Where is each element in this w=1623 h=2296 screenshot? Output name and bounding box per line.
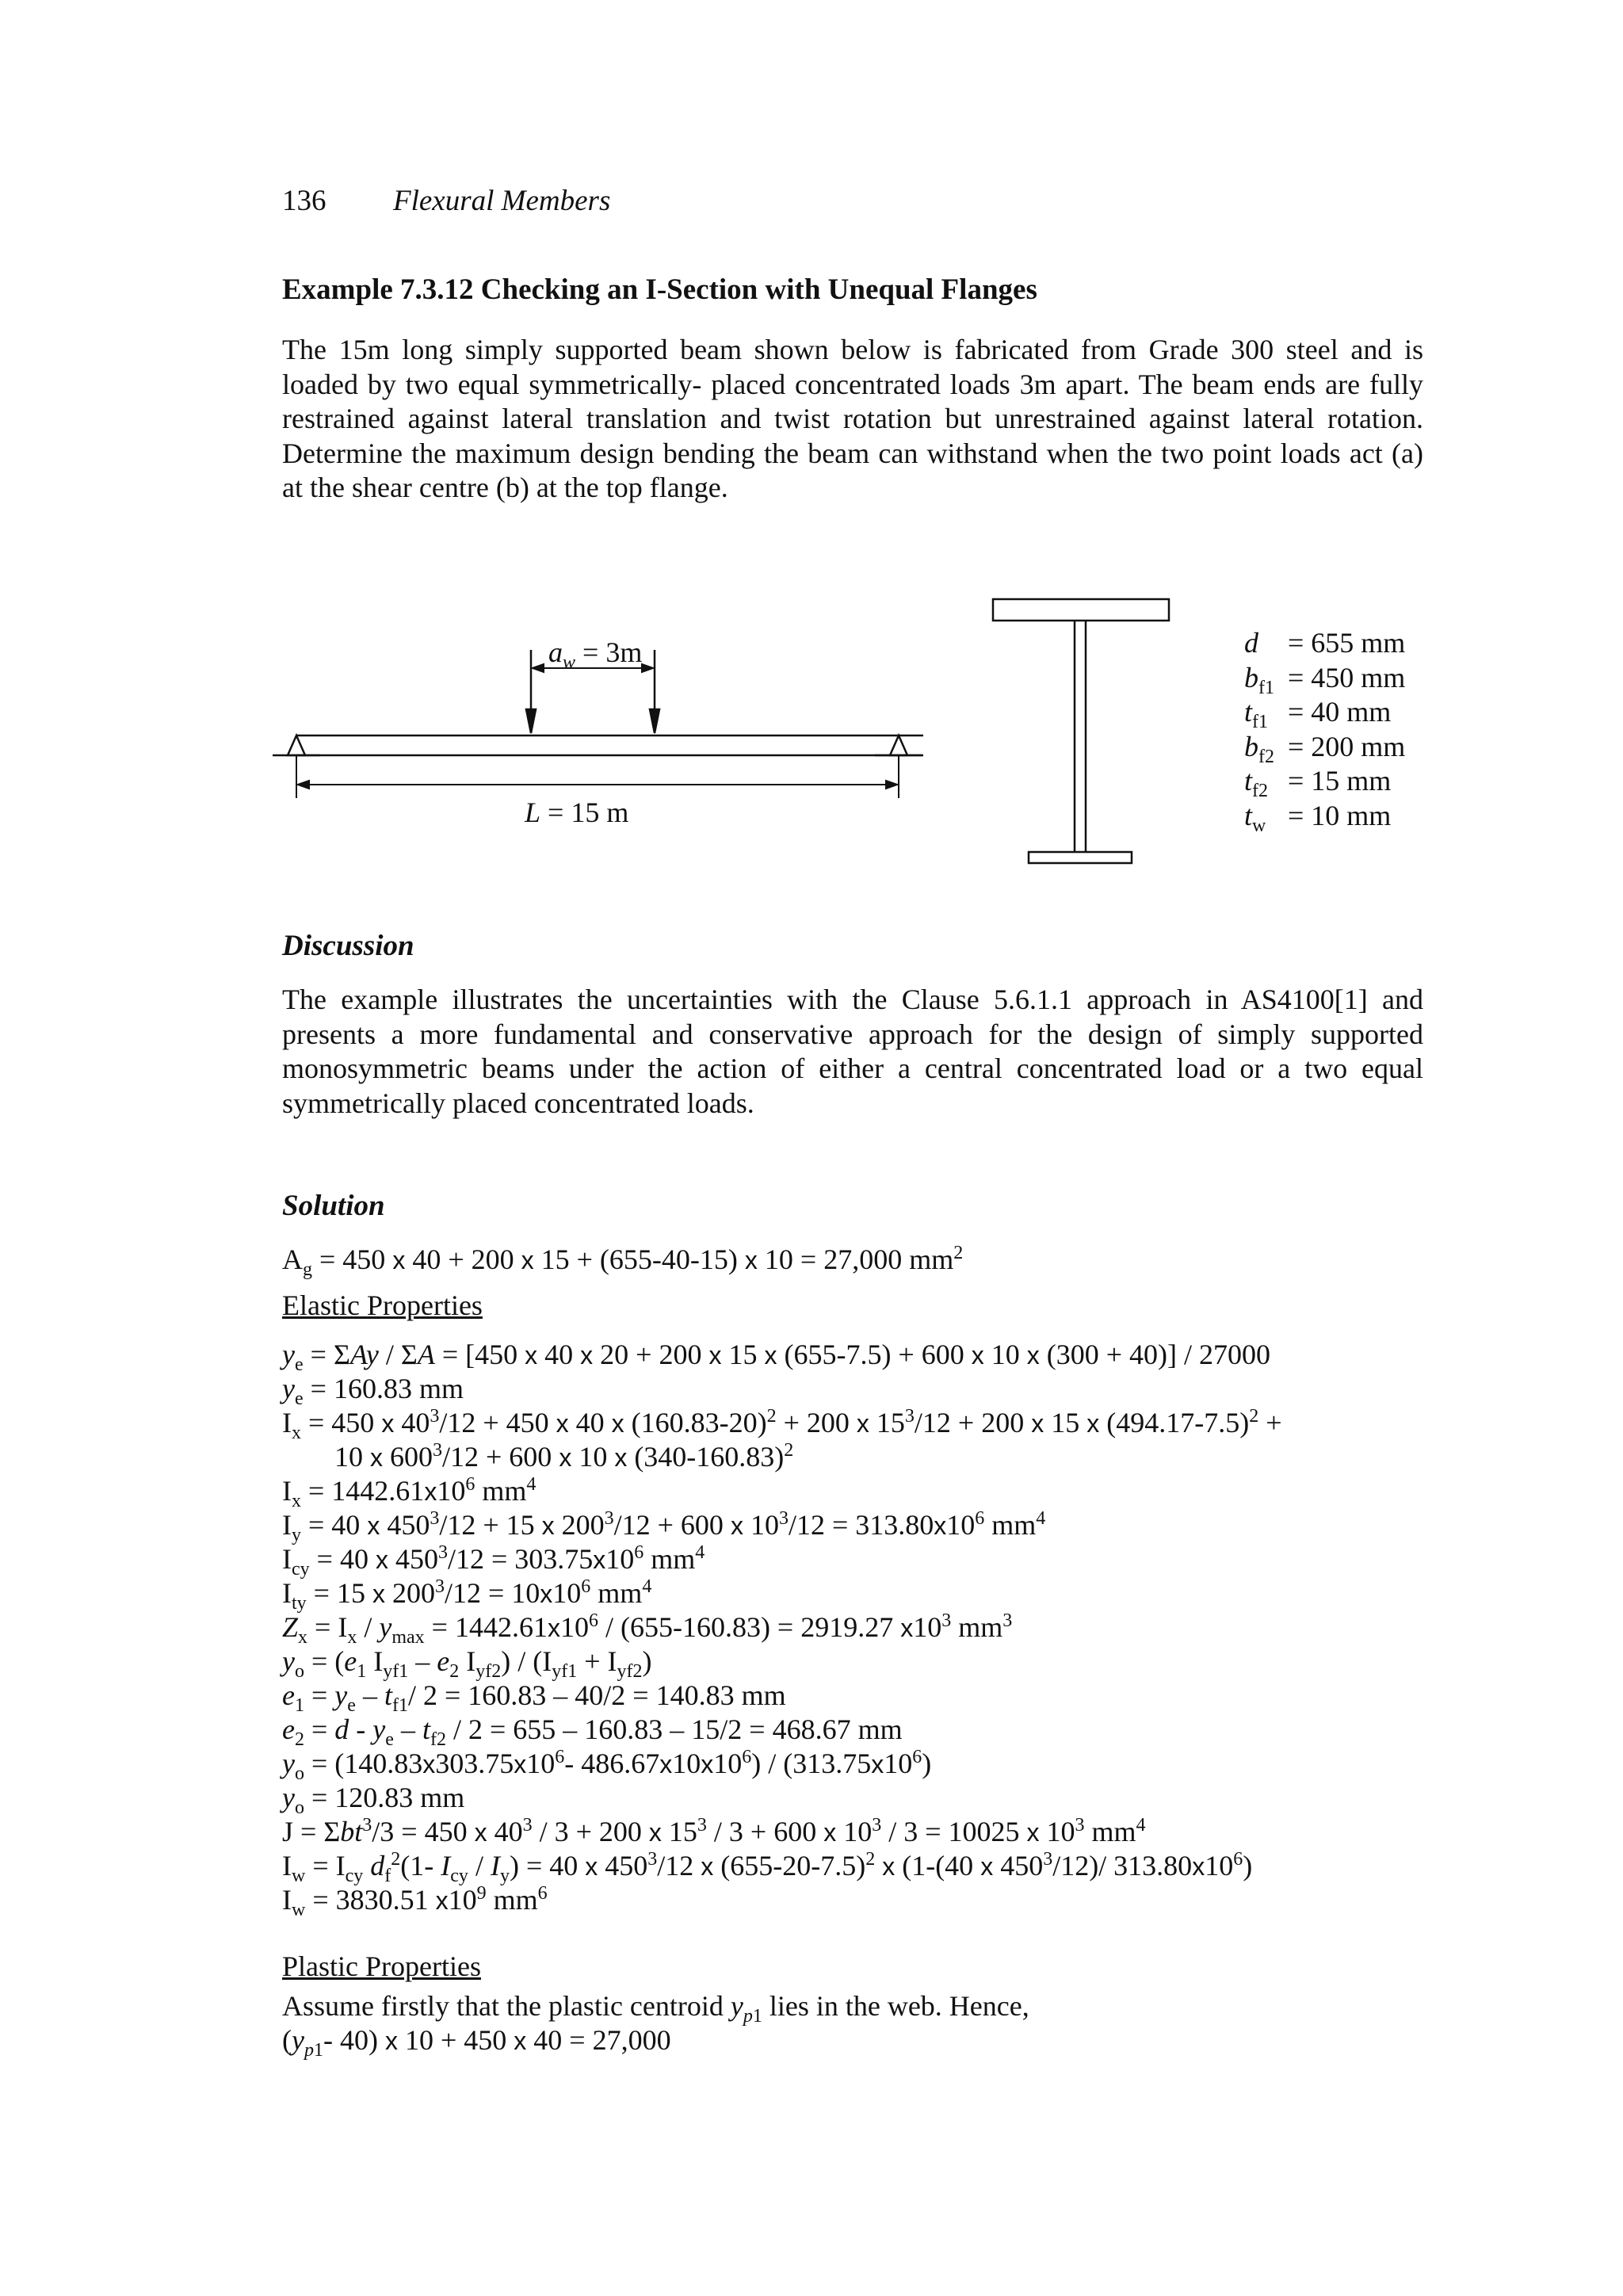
solution-heading: Solution — [282, 1190, 385, 1222]
property-tf2: $t_{f2} = 15$ mm — [1244, 765, 1392, 802]
page-header — [282, 184, 1423, 218]
eq-icy: $I_{cy} = 40$ x $450^3/12 = 303.75x10^6$ $mm^4$ — [282, 1542, 705, 1580]
eq-yo-3: $y_o = 120.83$ mm — [282, 1782, 465, 1819]
section-properties — [1244, 626, 1406, 836]
eq-ity: $I_{ty} = 15$ x $200^3/12 = 10x10^6$ $mm^4$ — [282, 1576, 652, 1614]
eq-iw-2: $I_w = 3830.51$ $x10^9$ $mm^6$ — [282, 1883, 548, 1921]
point-load-right — [650, 650, 659, 733]
eq-gross-area: $A_g = 450$ x 40 + 200 x 15 + (655-40-15) x 10 = 27,000 $mm^2$ — [282, 1243, 964, 1281]
eq-ix-2: 10 x $600^3/12 + 600$ x 10 x $(340-160.83)^2$ — [334, 1440, 794, 1473]
elastic-heading: Elastic Properties — [282, 1289, 483, 1321]
span-label: L = 15 m — [525, 797, 629, 828]
eq-ix-3: $I_x = 1442.61x10^6$ $mm^4$ — [282, 1474, 537, 1512]
eq-ye-2: $y_e = 160.83$ mm — [282, 1373, 464, 1410]
property-d: d = 655 mm — [1244, 627, 1406, 659]
intro-paragraph: The 15m long simply supported beam shown below is fabricated from Grade 300 steel and is loaded by two equal symmetrically- placed concentrated loads 3m apart. The beam ends are fully restrained against lateral translation and twist rotation but unrestrained against lateral rotation. Determine the maximum design bending the beam can withstand when the two point loads act (a) at the shear centre (b) at the top flange. — [282, 334, 1423, 503]
point-load-left — [526, 650, 536, 733]
plastic-heading: Plastic Properties — [282, 1950, 481, 1982]
eq-ye-1: $y_e = \Sigma Ay / \Sigma A = [450$ x 40 x 20 + 200 x 15 x (655-7.5) + 600 x 10 x (300 + 40)] / 27000 — [282, 1339, 1271, 1376]
eq-yo-2: $y_o = (140.83x303.75x10^6-$ $486.67x10x10^6) / (313.75x10^6)$ — [282, 1747, 932, 1785]
discussion-heading: Discussion — [282, 930, 414, 962]
i-section-drawing — [993, 599, 1169, 863]
span-dimension — [296, 755, 899, 798]
example-title: Example 7.3.12 Checking an I-Section with Unequal Flanges — [282, 273, 1037, 306]
eq-j: J = Σbt$^3$/3 = 450 x $40^3 / 3 + 200$ x $15^3 / 3 + 600$ x $10^3 / 3 = 10025$ x $10^3$ $mm^4$ — [282, 1815, 1146, 1847]
running-title: Flexural Members — [393, 185, 611, 217]
eq-zx: $Z_x = I_x / y_{max} = 1442.61x10^6 / (655-160.83) = 2919.27$ $x10^3$ $mm^3$ — [282, 1610, 1013, 1648]
eq-e2: $e_2 = d - y_e - t_{f2} / 2 = 655 - 160.83 - 15/2 = 468.67$ mm — [282, 1713, 903, 1751]
right-support — [875, 735, 922, 755]
page-number: 136 — [282, 185, 327, 217]
plastic-text: Assume firstly that the plastic centroid $y_{p1}$ lies in the web. Hence, — [282, 1990, 1029, 2027]
eq-iw-1: $I_w = I_{cy}$ $d_f^2(1-$ $I_{cy} / I_y) = 40$ x $450^3/12$ x $(655-20-7.5)^2$ x (1-(40 x $450^3/12)/$ $313.80x10^6$) — [282, 1849, 1253, 1887]
discussion-paragraph: The example illustrates the uncertainties with the Clause 5.6.1.1 approach in AS4100[1] and presents a more fundamental and conservative approach for the design of simply supported monosymmetric beams under the action of either a central concentrated load or a two equal symmetrically placed concentrated loads. — [282, 984, 1423, 1119]
left-support — [273, 735, 320, 755]
eq-iy: $I_y = 40$ x $450^3/12 + 15$ x $200^3/12 + 600$ x $10^3/12 = 313.80x10^6$ $mm^4$ — [282, 1508, 1046, 1546]
property-tf1: $t_{f1} = 40$ mm — [1244, 696, 1392, 733]
eq-ix-1: $I_x = 450$ x $40^3/12 + 450$ x 40 x $(160.83-20)^2 + 200$ x $15^3/12 + 200$ x 15 x $(494.17-7.5)^2$ + — [282, 1406, 1282, 1444]
property-tw: $t_w = 10$ mm — [1244, 799, 1392, 836]
load-spacing-label: $a_w = 3m$ — [548, 636, 643, 673]
property-bf2: $b_{f2} = 200$ mm — [1244, 730, 1406, 767]
eq-plastic-centroid: ($y_{p1}-$ 40) x 10 + 450 x 40 = 27,000 — [282, 2024, 671, 2061]
property-bf1: $b_{f1} = 450$ mm — [1244, 661, 1406, 698]
eq-e1: $e_1 = y_e - t_{f1}/$ 2 = 160.83 – 40/2 = 140.83 mm — [282, 1679, 786, 1717]
eq-yo-1: $y_o = (e_1$ $I_{yf1} - e_2$ $I_{yf2}) / (I_{yf1} + I_{yf2})$ — [282, 1645, 652, 1683]
